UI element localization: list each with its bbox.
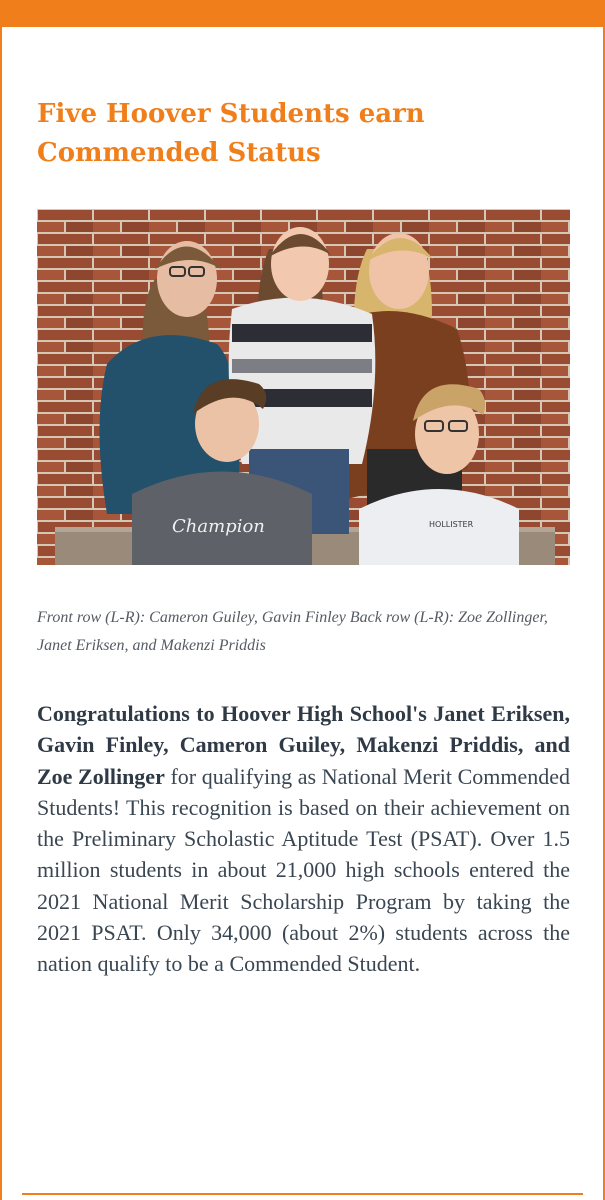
tshirt-text: HOLLISTER [429, 520, 474, 529]
article-body-lead: Congratulations to Hoover High School's Janet Eriksen, Gavin Finley, Cameron Guiley, Makenzi Priddis, and Zoe Zollinger [37, 701, 570, 789]
bottom-divider [22, 1193, 583, 1195]
top-accent-bar [0, 0, 605, 27]
students-photo [37, 209, 570, 565]
article-body-text: for qualifying as National Merit Commended Students! This recognition is based on their achievement on the Preliminary Scholastic Aptitude Test (PSAT). Over 1.5 million students in about 21,000 high schools entered the 2021 National Merit Scholarship Program by taking the 2021 PSAT. Only 34,000 (about 2%) students across the nation qualify to be a Commended Student. [37, 763, 571, 977]
sweatshirt-text: Champion [172, 516, 265, 537]
photo-caption: Front row (L-R): Cameron Guiley, Gavin Finley Back row (L-R): Zoe Zollinger, Janet Eriksen, and Makenzi Priddis [37, 609, 548, 654]
article-body [37, 698, 570, 980]
article-title: Five Hoover Students earn Commended Status [37, 99, 425, 168]
